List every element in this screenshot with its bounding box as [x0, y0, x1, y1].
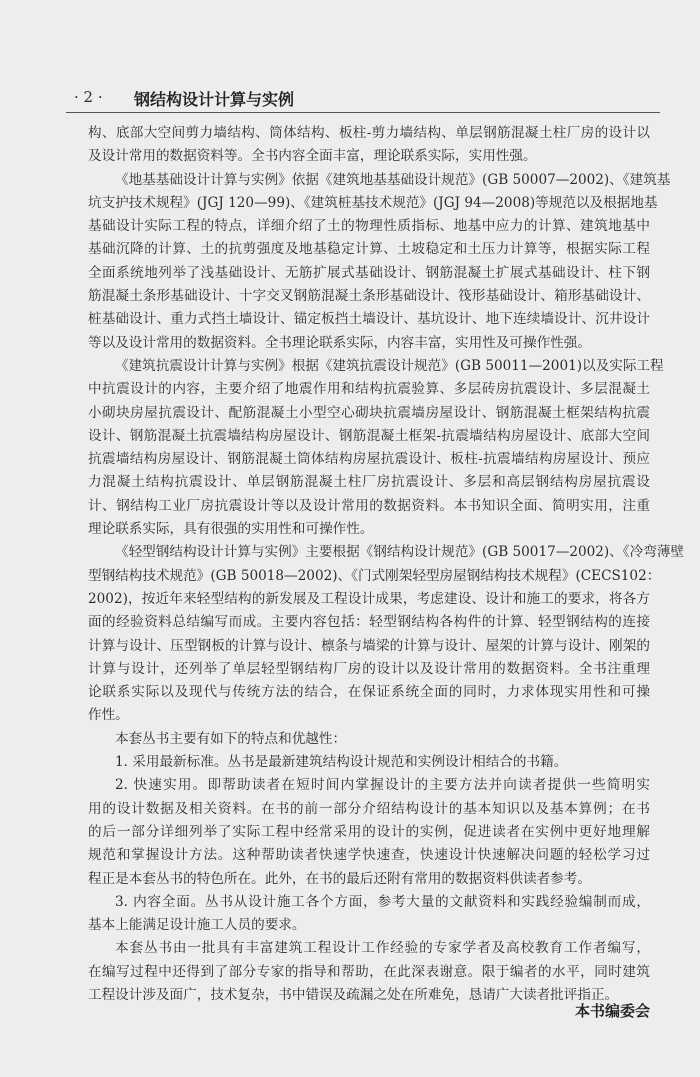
text-line: 设计、钢筋混凝土抗震墙结构房屋设计、钢筋混凝土框架-抗震墙结构房屋设计、底部大空间: [88, 427, 650, 444]
running-header: [66, 86, 660, 113]
paragraph: [88, 774, 650, 890]
paragraph: [88, 728, 650, 751]
paragraph: [88, 937, 650, 1007]
text-line: 小砌块房屋抗震设计、配筋混凝土小型空心砌块抗震墙房屋设计、钢筋混凝土框架结构抗震: [88, 404, 650, 421]
text-line: 桩基础设计、重力式挡土墙设计、锚定板挡土墙设计、基坑设计、地下连续墙设计、沉井设计: [88, 311, 650, 328]
paragraph: [88, 541, 685, 727]
text-line: 《地基基础设计计算与实例》依据《建筑地基基础设计规范》(GB 50007—2002)、《建筑基: [115, 171, 671, 188]
paragraph: [88, 355, 664, 541]
signature: 本书编委会: [574, 1002, 650, 1020]
text-line: 抗震墙结构房屋设计、钢筋混凝土筒体结构房屋抗震设计、板柱-抗震墙结构房屋设计、预应: [88, 451, 650, 468]
text-line: 筋混凝土条形基础设计、十字交叉钢筋混凝土条形基础设计、筏形基础设计、箱形基础设计、: [88, 288, 650, 305]
paragraph: [88, 891, 650, 938]
text-line: 及设计常用的数据资料等。全书内容全面丰富，理论联系实际，实用性强。: [88, 148, 537, 165]
book-title: 钢结构设计计算与实例: [134, 90, 295, 109]
text-line: 程正是本套丛书的特色所在。此外，在书的最后还附有常用的数据资料供读者参考。: [88, 870, 591, 887]
text-line: 力混凝土结构抗震设计、单层钢筋混凝土柱厂房抗震设计、多层和高层钢结构房屋抗震设: [88, 474, 650, 491]
text-line: 等以及设计常用的数据资料。全书理论联系实际，内容丰富，实用性及可操作性强。: [88, 334, 591, 351]
text-line: 工程设计涉及面广，技术复杂，书中错误及疏漏之处在所难免，恳请广大读者批评指正。: [88, 986, 619, 1003]
text-line: 计算与设计，还列举了单层轻型钢结构厂房的设计以及设计常用的数据资料。全书注重理: [88, 660, 650, 677]
text-line: 基本上能满足设计施工人员的要求。: [88, 917, 306, 934]
text-line: 型钢结构技术规范》(GB 50018—2002)、《门式刚架轻型房屋钢结构技术规程》(CECS102：: [88, 567, 661, 584]
text-line: 《建筑抗震设计计算与实例》根据《建筑抗震设计规范》(GB 50011—2001)以及实际工程: [115, 357, 664, 374]
text-line: 《轻型钢结构设计计算与实例》主要根据《钢结构设计规范》(GB 50017—2002)、《冷弯薄壁: [115, 544, 685, 561]
text-line: 论联系实际以及现代与传统方法的结合，在保证系统全面的同时，力求体现实用性和可操: [88, 684, 650, 701]
text-line: 坑支护技术规程》(JGJ 120—99)、《建筑桩基技术规范》(JGJ 94—2008)等规范以及根据地基: [88, 194, 658, 211]
text-line: 构、底部大空间剪力墙结构、筒体结构、板柱-剪力墙结构、单层钢筋混凝土柱厂房的设计以: [88, 125, 650, 141]
paragraph: [88, 169, 671, 355]
text-line: 3. 内容全面。丛书从设计施工各个方面，参考大量的文献资料和实践经验编制而成，: [115, 893, 650, 910]
text-line: 规范和掌握设计方法。这种帮助读者快速学快速查，快速设计快速解决问题的轻松学习过: [88, 847, 650, 864]
text-line: 本套丛书主要有如下的特点和优越性：: [115, 730, 347, 747]
text-line: 计、钢结构工业厂房抗震设计等以及设计常用的数据资料。本书知识全面、简明实用，注重: [88, 497, 650, 514]
paragraph: [88, 751, 650, 774]
text-line: 面的经验资料总结编写而成。主要内容包括：轻型钢结构各构件的计算、轻型钢结构的连接: [88, 614, 650, 631]
page-number: · 2 ·: [74, 88, 103, 106]
paragraph: [88, 122, 650, 169]
text-line: 用的设计数据及相关资料。在书的前一部分介绍结构设计的基本知识以及基本算例；在书: [88, 800, 650, 817]
text-line: 在编写过程中还得到了部分专家的指导和帮助，在此深表谢意。限于编者的水平，同时建筑: [88, 963, 650, 980]
text-line: 基础设计实际工程的特点，详细介绍了土的物理性质指标、地基中应力的计算、建筑地基中: [88, 218, 650, 235]
text-line: 基础沉降的计算、土的抗剪强度及地基稳定计算、土坡稳定和土压力计算等，根据实际工程: [88, 241, 650, 258]
text-line: 计算与设计、压型钢板的计算与设计、檩条与墙梁的计算与设计、屋架的计算与设计、刚架的: [88, 637, 650, 654]
text-line: 1. 采用最新标准。丛书是最新建筑结构设计规范和实例设计相结合的书籍。: [115, 754, 568, 771]
text-line: 作性。: [88, 707, 129, 724]
text-line: 理论联系实际，具有很强的实用性和可操作性。: [88, 521, 374, 538]
text-line: 2. 快速实用。即帮助读者在短时间内掌握设计的主要方法并向读者提供一些简明实: [115, 777, 650, 794]
text-line: 本套丛书由一批具有丰富建筑工程设计工作经验的专家学者及高校教育工作者编写，: [115, 940, 650, 957]
text-line: 2002)，按近年来轻型结构的新发展及工程设计成果，考虑建设、设计和施工的要求，将各方: [88, 590, 650, 607]
body-text: [88, 122, 685, 1007]
text-line: 全面系统地列举了浅基础设计、无筋扩展式基础设计、钢筋混凝土扩展式基础设计、柱下钢: [88, 264, 650, 281]
text-line: 的后一部分详细列举了实际工程中经常采用的设计的实例，促进读者在实例中更好地理解: [88, 823, 650, 840]
text-line: 中抗震设计的内容，主要介绍了地震作用和结构抗震验算、多层砖房抗震设计、多层混凝土: [88, 381, 650, 398]
